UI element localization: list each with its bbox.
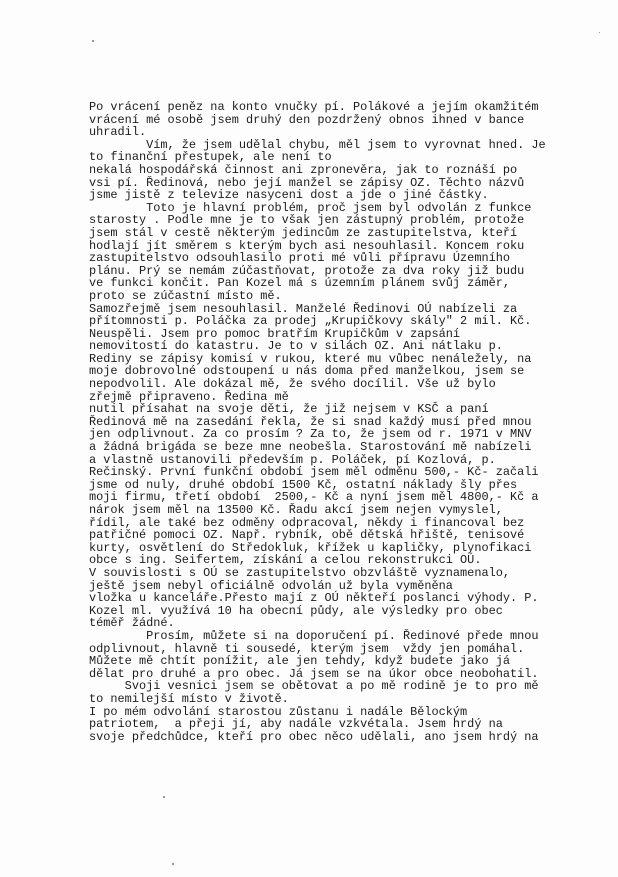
text-line: jsme jistě z televize nasyceni dost a jde o jiné částky. bbox=[89, 188, 489, 203]
text-line: patřičné pomoci OZ. Např. rybník, obě dětská hřiště, tenisové bbox=[89, 528, 525, 543]
scan-speck bbox=[172, 863, 174, 865]
text-line: ještě jsem nebyl oficiálně odvolán už byla vyměněna bbox=[89, 578, 453, 593]
text-line: vložka u kanceláře.Přesto mají z OÚ někteří poslanci výhody. P. bbox=[89, 591, 539, 606]
text-line: jsem stál v cestě některým jedincům ze zastupitelstva, kteří bbox=[89, 225, 518, 240]
scan-speck bbox=[92, 40, 94, 42]
text-line: Svoji vesnici jsem se obětovat a po mě rodině je to pro mě bbox=[89, 679, 539, 694]
text-line: Vím, že jsem udělal chybu, měl jsem to vyrovnat hned. Je bbox=[89, 137, 546, 152]
text-line: to nemilejší místo v životě. bbox=[89, 691, 289, 706]
text-line: starosty . Podle mne je to však jen zástupný problém, protože bbox=[89, 213, 525, 228]
text-line: jsme od nuly, druhé období 1500 Kč, ostatní náklady šly přes bbox=[89, 477, 518, 492]
text-line: téměř žádné. bbox=[89, 616, 175, 631]
text-line: moje dobrovolné odstoupení u nás doma před manželkou, jsem se bbox=[89, 364, 525, 379]
text-line: V souvislosti s OÚ se zastupitelstvo obzvláště vyznamenalo, bbox=[89, 565, 510, 580]
text-line: proto se zúčastní místo mě. bbox=[89, 288, 282, 303]
text-line: a vlastně ustanovili především p. Poláček, pí Kozlová, p. bbox=[89, 452, 496, 467]
text-line: zastupitelstvo odsouhlasilo proti mé vůli přípravu Územního bbox=[89, 251, 510, 266]
text-line: uhradil. bbox=[89, 125, 147, 140]
text-line: jen odplivnout. Za co prosím ? Za to, že jsem od r. 1971 v MNV bbox=[89, 427, 532, 442]
text-line: nemovitostí do katastru. Je to v silách OZ. Ani nátlaku p. bbox=[89, 339, 503, 354]
text-line: Kozel ml. využívá 10 ha obecní půdy, ale výsledky pro obec bbox=[89, 603, 503, 618]
text-line: přítomnosti p. Poláčka za prodej „Krupičkovy skály" 2 mil. Kč. bbox=[89, 314, 532, 329]
letter-body bbox=[89, 101, 609, 743]
text-line: hodlají jít směrem s kterým bych asi nesouhlasil. Koncem roku bbox=[89, 238, 525, 253]
text-line: odplivnout, hlavně ti sousedé, kterým jsem vždy jen pomáhal. bbox=[89, 641, 525, 656]
text-line: Rediny se zápisy komisí v rukou, které mu vůbec nenáležely, na bbox=[89, 351, 532, 366]
text-line: řídil, ale také bez odměny odpracoval, někdy i financoval bez bbox=[89, 515, 525, 530]
text-line: obce s ing. Seifertem, získání a celou rekonstrukci OÚ. bbox=[89, 553, 482, 568]
scan-speck bbox=[599, 32, 600, 33]
text-line: vrácení mé osobě jsem druhý den pozdržený obnos ihned v bance bbox=[89, 112, 525, 127]
text-line: zřejmě připraveno. Ředina mě bbox=[89, 389, 289, 404]
text-line: kurty, osvětlení do Středokluk, křížek u kapličky, plynofikaci bbox=[89, 540, 532, 555]
text-line: patriotem, a přeji jí, aby nadále vzkvétala. Jsem hrdý na bbox=[89, 717, 503, 732]
text-line: Po vrácení peněz na konto vnučky pí. Polákové a jejím okamžitém bbox=[89, 100, 539, 114]
text-line: nepodvolil. Ale dokázal mě, že svého docílil. Vše už bylo bbox=[89, 377, 496, 392]
text-line: nárok jsem měl na 13500 Kč. Řadu akcí jsem nejen vymyslel, bbox=[89, 503, 503, 517]
text-line: Ředinová mě na zasedání řekla, že si snad každý musí před mnou bbox=[89, 414, 532, 429]
text-line: a žádná brigáda se beze mne neobešla. Starostování mě nabízeli bbox=[89, 440, 532, 455]
text-line: Můžete mě chtít ponížit, ale jen tehdy, když budete jako já bbox=[89, 654, 510, 669]
text-line: nekalá hospodářská činnost ani zpronevěra, jak to roznáší po bbox=[89, 162, 518, 177]
text-line: nutil přísahat na svoje děti, že již nejsem v KSČ a paní bbox=[89, 402, 489, 417]
text-line: moji firmu, třetí období 2500,- Kč a nyní jsem měl 4800,- Kč a bbox=[89, 490, 539, 505]
text-line: svoje předchůdce, kteří pro obec něco udělali, ano jsem hrdý na bbox=[89, 729, 539, 744]
text-line: Prosím, můžete si na doporučení pí. Ředinové přede mnou bbox=[89, 628, 539, 643]
text-line: vsi pí. Ředinová, nebo její manžel se zápisy OZ. Těchto názvů bbox=[89, 175, 525, 190]
text-line: plánu. Prý se nemám zúčastňovat, protože za dva roky již budu bbox=[89, 263, 525, 278]
text-line: Rečinský. První funkční období jsem měl odměnu 500,- Kč- začali bbox=[89, 465, 539, 480]
text-line: Samozřejmě jsem nesouhlasil. Manželé Ředinovi OÚ nabízeli za bbox=[89, 301, 518, 316]
text-line: to finanční přestupek, ale není to bbox=[89, 150, 332, 165]
text-line: ve funkci končit. Pan Kozel má s územním plánem svůj záměr, bbox=[89, 276, 510, 291]
text-line: dělat pro druhé a pro obec. Já jsem se na úkor obce neobohatil. bbox=[89, 666, 539, 681]
text-line: Toto je hlavní problém, proč jsem byl odvolán z funkce bbox=[89, 200, 532, 215]
text-line: Neuspěli. Jsem pro pomoc bratřím Krupičkům v zapsání bbox=[89, 326, 461, 341]
text-line: I po mém odvolání starostou zůstanu i nadále Bělockým bbox=[89, 704, 468, 719]
scan-speck bbox=[163, 796, 165, 798]
